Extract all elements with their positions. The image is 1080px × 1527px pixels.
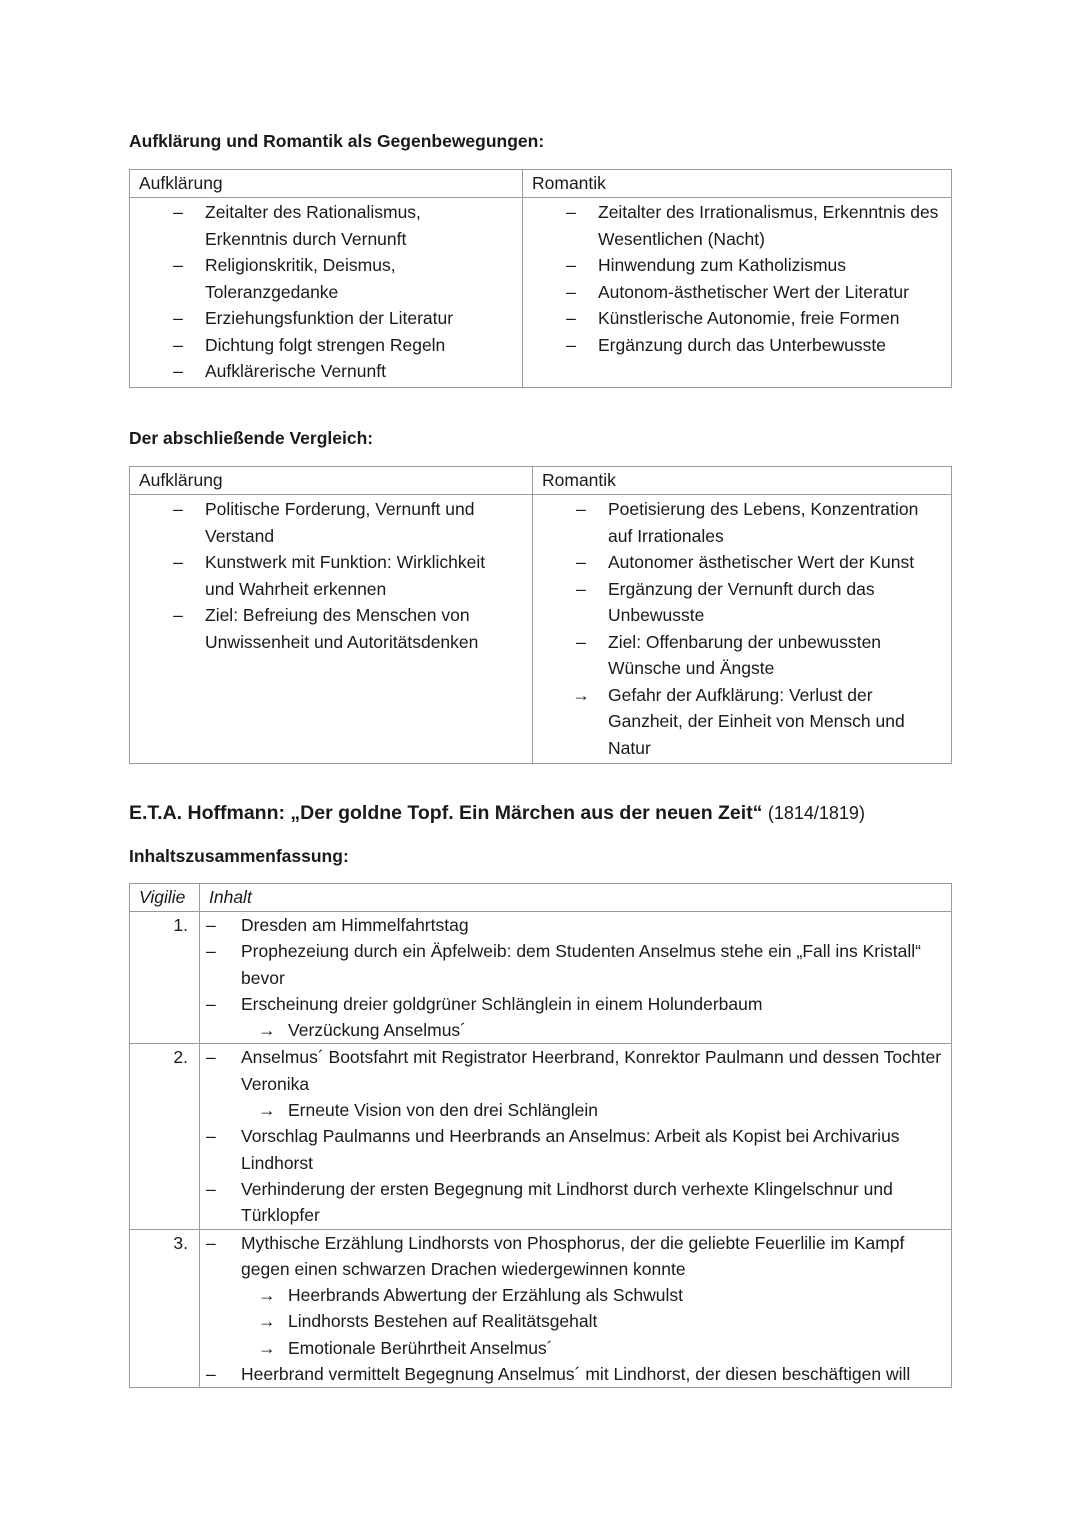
inhalt-cell [200, 912, 952, 1044]
arrow-icon: → [258, 1020, 276, 1041]
book-title [129, 802, 865, 825]
list-item: – Mythische Erzählung Lindhorsts von Phosphorus, der die geliebte Feuerlilie im Kampf gegen einen schwarzen Drachen wiedergewinnen konnte [206, 1232, 905, 1279]
list-item: – Ergänzung durch das Unterbewusste [566, 334, 886, 355]
arrow-item: → Erneute Vision von den drei Schlänglein [200, 1097, 951, 1123]
table2-right-header: Romantik [533, 467, 952, 495]
list-item: – Dresden am Himmelfahrtstag [206, 915, 469, 935]
list-item: – Heerbrand vermittelt Begegnung Anselmus´ mit Lindhorst, der diesen beschäftigen will [206, 1364, 911, 1385]
vigilie-number: 2. [130, 1044, 200, 1229]
list-item: – Zeitalter des Rationalismus, Erkenntnis durch Vernunft [173, 202, 421, 249]
book-year: (1814/1819) [767, 803, 865, 823]
comparison-table-1 [129, 169, 952, 388]
list-item: – Autonomer ästhetischer Wert der Kunst [576, 552, 915, 572]
list-item: – Aufklärerische Vernunft [173, 361, 386, 381]
list-item: – Künstlerische Autonomie, freie Formen [566, 308, 900, 328]
table2-left-cell [130, 495, 533, 764]
table2-left-header: Aufklärung [130, 467, 533, 495]
list-item: – Hinwendung zum Katholizismus [566, 255, 847, 275]
inhalt-cell [200, 1044, 952, 1229]
list-item: – Zeitalter des Irrationalismus, Erkenntnis des Wesentlichen (Nacht) [566, 202, 939, 249]
arrow-icon: → [572, 684, 590, 705]
arrow-icon: → [258, 1311, 276, 1332]
arrow-icon: → [258, 1337, 276, 1358]
summary-heading: Inhaltszusammenfassung: [129, 846, 349, 866]
table1-right-header: Romantik [523, 170, 952, 198]
list-item: – Erscheinung dreier goldgrüner Schlänglein in einem Holunderbaum [206, 993, 763, 1014]
arrow-item: → Emotionale Berührtheit Anselmus´ [200, 1335, 951, 1361]
table-row [130, 1044, 952, 1229]
table1-left-header: Aufklärung [130, 170, 523, 198]
list-item: – Verhinderung der ersten Begegnung mit Lindhorst durch verhexte Klingelschnur und Türklopfer [206, 1178, 893, 1226]
section2-heading: Der abschließende Vergleich: [129, 428, 374, 448]
list-item: – Ziel: Offenbarung der unbewussten Wünsche und Ängste [576, 631, 882, 678]
comparison-table-2 [129, 466, 952, 764]
col-inhalt: Inhalt [200, 884, 952, 912]
col-vigilie: Vigilie [130, 884, 200, 912]
table-row [130, 1229, 952, 1388]
summary-table [129, 883, 952, 1388]
table1-left-cell [130, 198, 523, 388]
arrow-icon: → [258, 1285, 276, 1306]
list-item: – Kunstwerk mit Funktion: Wirklichkeit und Wahrheit erkennen [173, 552, 486, 599]
vigilie-number: 3. [130, 1229, 200, 1388]
inhalt-cell [200, 1229, 952, 1388]
list-item: – Politische Forderung, Vernunft und Verstand [173, 499, 475, 546]
arrow-icon: → [258, 1100, 276, 1121]
book-title-text: E.T.A. Hoffmann: „Der goldne Topf. Ein Märchen aus der neuen Zeit“ [129, 802, 763, 824]
list-item: – Ergänzung der Vernunft durch das Unbewusste [576, 578, 875, 625]
list-item: – Religionskritik, Deismus, Toleranzgedanke [173, 255, 396, 302]
list-item: – Prophezeiung durch ein Äpfelweib: dem Studenten Anselmus stehe ein „Fall ins Kristall“ bevor [206, 941, 921, 988]
table-row [130, 912, 952, 1044]
list-item: – Erziehungsfunktion der Literatur [173, 308, 454, 328]
list-item: – Poetisierung des Lebens, Konzentration auf Irrationales [576, 499, 919, 546]
arrow-item: → Verzückung Anselmus´ [200, 1017, 951, 1043]
list-item: – Ziel: Befreiung des Menschen von Unwissenheit und Autoritätsdenken [173, 605, 479, 652]
arrow-item: → Heerbrands Abwertung der Erzählung als Schwulst [200, 1282, 951, 1308]
section1-heading: Aufklärung und Romantik als Gegenbewegungen: [129, 131, 545, 151]
list-item: – Autonom-ästhetischer Wert der Literatur [566, 281, 909, 302]
vigilie-number: 1. [130, 912, 200, 1044]
list-item: – Dichtung folgt strengen Regeln [173, 334, 446, 355]
list-item: – Vorschlag Paulmanns und Heerbrands an Anselmus: Arbeit als Kopist bei Archivarius Lindhorst [206, 1126, 900, 1173]
arrow-item: → Lindhorsts Bestehen auf Realitätsgehalt [200, 1308, 951, 1334]
arrow-item: → Gefahr der Aufklärung: Verlust der Ganzheit, der Einheit von Mensch und Natur [608, 682, 941, 762]
list-item: – Anselmus´ Bootsfahrt mit Registrator Heerbrand, Konrektor Paulmann und dessen Tochter Veronika [206, 1047, 942, 1094]
table2-right-cell [533, 495, 952, 764]
table1-right-cell [523, 198, 952, 388]
